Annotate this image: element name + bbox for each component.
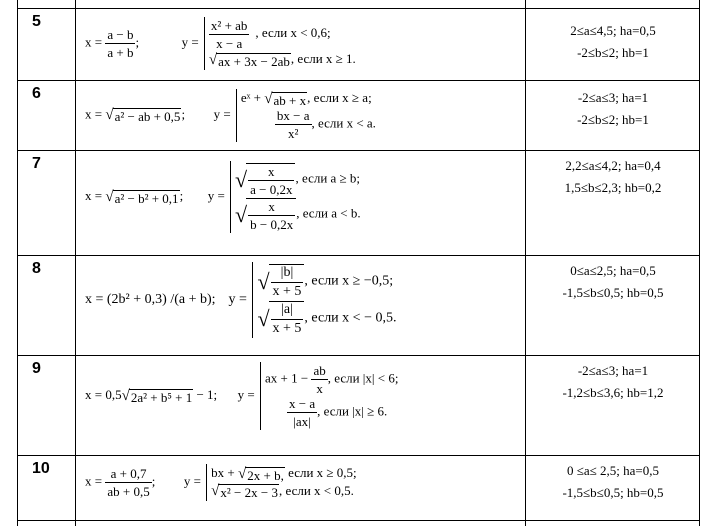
variant-number: 5 xyxy=(32,13,41,30)
variant-number: 10 xyxy=(32,460,50,477)
row-divider xyxy=(17,520,700,521)
fraction: $\frac{bx - a}{\text{x²}}$ xyxy=(276,107,310,141)
table-row xyxy=(18,9,700,80)
square-root: 2x + b, xyxy=(247,467,284,483)
variant-number: 8 xyxy=(32,260,41,277)
fraction: $\frac{a - b}{a + b}$ xyxy=(107,26,134,60)
piecewise-brace: ax + 1 − $\frac{ab}{x}$ , если |x| < 6; $\frac{x - a}{|ax|}$ , если |x| ≥ 6. xyxy=(260,362,398,430)
range-cell: 0 ≤a≤ 2,5; ha=0,5 -1,5≤b≤0,5; hb=0,5 xyxy=(562,463,664,500)
formula: x = 0,5√2a² + b⁵ + 1 − 1; y = ax + 1 − $\frac{ab}{x}$ , если |x| < 6; $\frac{x - a}{|ax|}$ , если |x| ≥ 6. xyxy=(85,363,399,429)
formula: x = √a² − ab + 0,5; y = eˣ + √ab + x, если x ≥ a; $\frac{bx - a}{\text{x²}}$ , если x < a. xyxy=(85,90,376,141)
square-root xyxy=(246,198,296,231)
square-root xyxy=(269,301,305,336)
square-root: ax + 3x − 2ab xyxy=(218,53,290,69)
table-row xyxy=(18,456,700,520)
fraction: $\frac{ab}{x}$ xyxy=(313,363,326,396)
square-root: x² − 2x − 3 xyxy=(220,485,278,501)
formula: x = $\frac{a - b}{a + b}$ ; y = $\frac{\text{x² + ab}}{x - a}$ , если x < 0,6; √ax + 3x − 2ab, если x ≥ 1. xyxy=(85,18,356,69)
fraction: $\frac{x - a}{|ax|}$ xyxy=(289,396,316,429)
fraction: $\frac{\text{x² + ab}}{x - a}$ xyxy=(210,18,248,51)
fraction: $\frac{x}{b - 0,2x}$ xyxy=(250,199,294,232)
fraction: $\frac{|b|}{x + 5}$ xyxy=(272,265,302,299)
range-cell: 2≤a≤4,5; ha=0,5 -2≤b≤2; hb=1 xyxy=(570,23,656,60)
range-cell: 2,2≤a≤4,2; ha=0,4 1,5≤b≤2,3; hb=0,2 xyxy=(564,158,662,195)
variant-number: 6 xyxy=(32,85,41,102)
square-root: 2a² + b⁵ + 1 xyxy=(130,389,193,405)
variant-number: 7 xyxy=(32,155,41,172)
table-row xyxy=(18,356,700,455)
piecewise-brace: eˣ + √ab + x, если x ≥ a; $\frac{bx - a}{\text{x²}}$ , если x < a. xyxy=(236,89,376,142)
range-cell: -2≤a≤3; ha=1 -2≤b≤2; hb=1 xyxy=(577,90,649,127)
formula: x = (2b² + 0,3) /(a + b); y = √ $\frac{|b|}{x + 5}$ , если x ≥ −0,5; √ $\frac{|a|}{x + 5}$ , если x < − 0,5. xyxy=(85,262,396,338)
piecewise-brace: $\frac{\text{x² + ab}}{x - a}$ , если x < 0,6; √ax + 3x − 2ab, если x ≥ 1. xyxy=(204,17,356,70)
table-row xyxy=(18,151,700,255)
piecewise-brace: √ $\frac{x}{a - 0,2x}$ , если a ≥ b; √ $\frac{x}{b - 0,2x}$ , если a < b. xyxy=(230,161,361,233)
fraction: $\frac{x}{a - 0,2x}$ xyxy=(250,164,293,197)
square-root xyxy=(246,163,295,196)
square-root xyxy=(269,264,305,299)
table-row xyxy=(18,81,700,150)
variant-number: 9 xyxy=(32,360,41,377)
square-root: a² − ab + 0,5 xyxy=(114,108,181,124)
range-cell: 0≤a≤2,5; ha=0,5 -1,5≤b≤0,5; hb=0,5 xyxy=(562,263,664,300)
fraction: $\frac{|a|}{x + 5}$ xyxy=(272,302,302,336)
table-row xyxy=(18,256,700,355)
piecewise-brace: √ $\frac{|b|}{x + 5}$ , если x ≥ −0,5; √ $\frac{|a|}{x + 5}$ , если x < − 0,5. xyxy=(252,262,396,338)
fraction: $\frac{a + 0,7}{ab + 0,5}$ xyxy=(107,466,150,500)
formula: x = √a² − b² + 0,1; y = √ $\frac{x}{a - 0,2x}$ , если a ≥ b; √ $\frac{x}{b - 0,2x}$ , если a < b. xyxy=(85,161,361,233)
piecewise-brace: bx + √2x + b, если x ≥ 0,5; √x² − 2x − 3, если x < 0,5. xyxy=(206,464,356,501)
range-cell: -2≤a≤3; ha=1 -1,2≤b≤3,6; hb=1,2 xyxy=(562,363,664,400)
square-root: ab + x xyxy=(273,92,307,108)
square-root: a² − b² + 0,1 xyxy=(114,190,179,206)
formula: x = $\frac{a + 0,7}{ab + 0,5}$ ; y = bx + √2x + b, если x ≥ 0,5; √x² − 2x − 3, если x < 0,5. xyxy=(85,465,357,501)
